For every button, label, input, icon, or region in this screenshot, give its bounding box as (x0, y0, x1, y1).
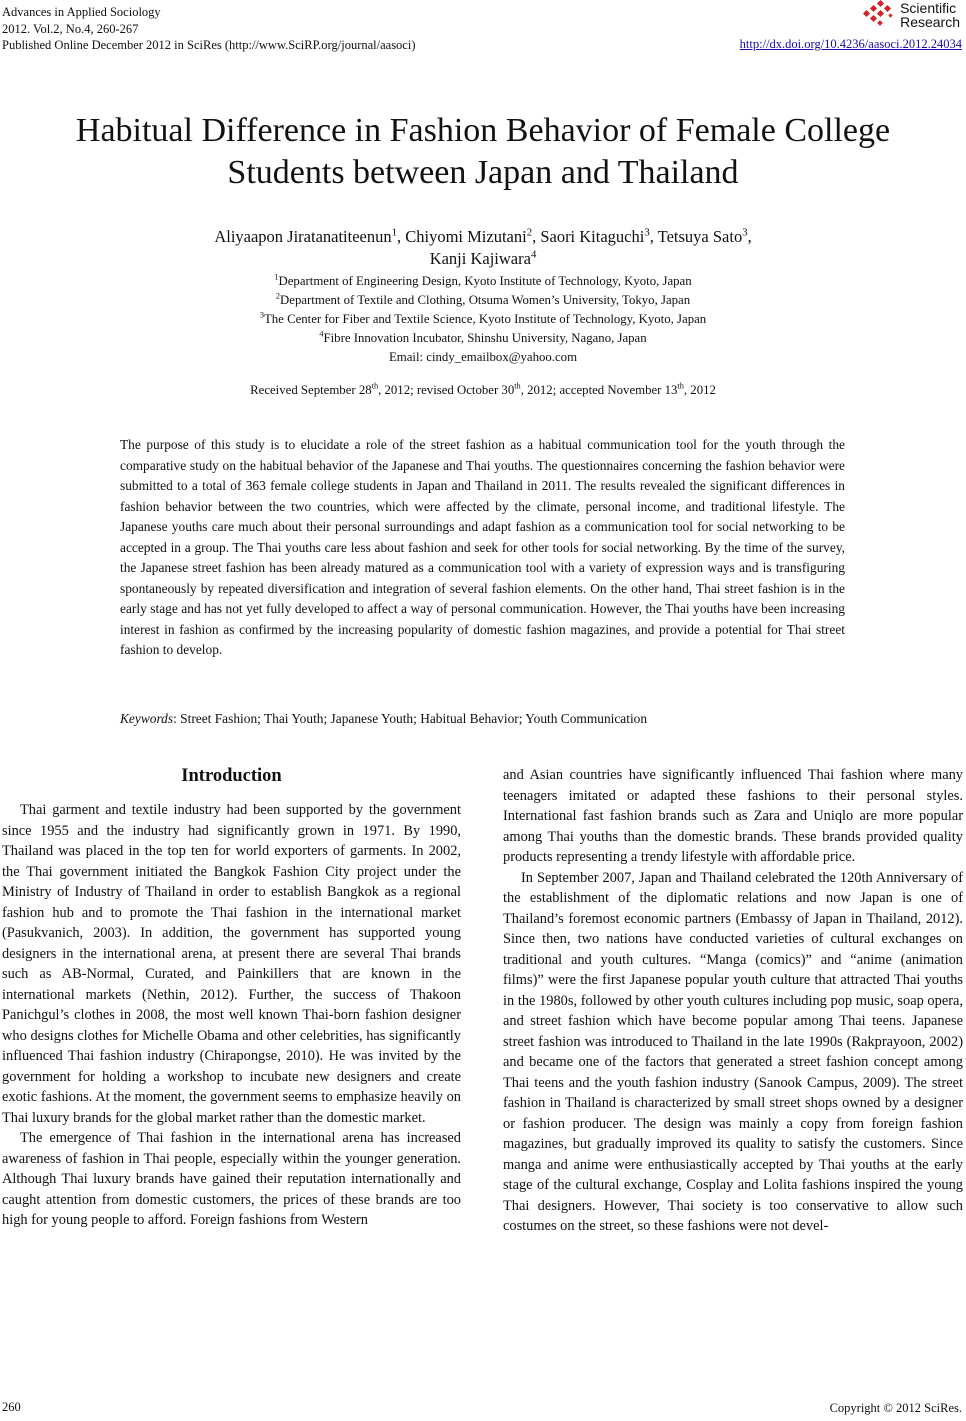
author-affil-sup: 4 (530, 248, 537, 261)
affil-sup: 4 (319, 329, 324, 339)
author-list (60, 226, 906, 270)
keywords (120, 709, 845, 729)
author-affil-sup: 3 (742, 226, 748, 239)
volume-info: 2012. Vol.2, No.4, 260-267 (2, 21, 139, 36)
affil-sup: 3 (259, 310, 264, 320)
author-affil-sup: 3 (644, 226, 650, 239)
received-text: , 2012; accepted November 13 (520, 383, 678, 397)
publication-info: Published Online December 2012 in SciRes (http://www.SciRP.org/journal/aasoci) (2, 38, 416, 52)
left-column (2, 762, 461, 1231)
keywords-label: Keywords (120, 711, 174, 726)
journal-name: Advances in Applied Sociology (2, 5, 161, 19)
running-header (2, 4, 416, 54)
author-name: , Tetsuya Sato (649, 227, 743, 246)
affil-sup: 1 (274, 272, 279, 282)
received-text: , 2012; revised October 30 (378, 383, 515, 397)
author-name: Kanji Kajiwara (429, 249, 531, 268)
logo-text: Scientific Research (900, 0, 960, 30)
page-number: 260 (2, 1400, 21, 1414)
affil-text: Department of Textile and Clothing, Otsuma Women’s University, Tokyo, Japan (280, 293, 691, 307)
ordinal-sup: th (677, 381, 684, 391)
affiliation-item (80, 272, 886, 291)
body-paragraph: and Asian countries have significantly influenced Thai fashion where many teenagers imitated or adapted these fashions to their personal styles. International fast fashion brands such as Zara and Uniqlo are more popular among Thai youths than the domestic brands. These brands provided quality products representing a trendy lifestyle with affordable price. (503, 767, 963, 865)
keywords-text: : Street Fashion; Thai Youth; Japanese Youth; Habitual Behavior; Youth Communication (173, 711, 648, 726)
title-line-2: Students between Japan and Thailand (227, 154, 739, 191)
affiliation-item (80, 329, 886, 348)
abstract: The purpose of this study is to elucidate a role of the street fashion as a habitual communication tool for the youth through the comparative study on the habitual behavior of the Japanese and Thai youths. The questionnaires concerning the fashion behavior were submitted to a total of 363 female college students in Japan and Thailand in 2011. The results revealed the significant differences in fashion behavior between the two countries, which were affected by the climate, personal income, and traditional lifestyle. The Japanese youths care much about their personal surroundings and adapt fashion as a communication tool for social networking to be accepted in a group. The Thai youths care less about fashion and seek for other tools for social networking. By the time of the survey, the Japanese street fashion has been already matured as a communication tool with a variety of expression ways and is transfiguring spontaneously by repeated diversification and integration of several fashion elements. On the other hand, Thai street fashion is in the early stage and has not yet fully developed to affect a way of personal communication. However, the Thai youths have been increasing interest in fashion as confirmed by the increasing popularity of domestic fashion magazines, and provide a potential for Thai street fashion to develop. (120, 437, 845, 657)
affiliation-item (80, 291, 886, 310)
paper-title (20, 110, 946, 194)
title-line-1: Habitual Difference in Fashion Behavior of Female College (75, 112, 891, 149)
affil-text: Fibre Innovation Incubator, Shinshu University, Nagano, Japan (323, 331, 647, 345)
received-text: , 2012 (683, 383, 716, 397)
body-paragraph: The emergence of Thai fashion in the international arena has increased awareness of fashion in Thai people, especially within the younger generation. Although Thai luxury brands have gained their reputation internationally and caught attention from domestic customers, the prices of these brands are too high for young people to afford. Foreign fashions from Western (2, 1130, 461, 1228)
right-column (503, 765, 963, 1237)
affil-text: The Center for Fiber and Textile Science, Kyoto Institute of Technology, Kyoto, Japan (263, 312, 707, 326)
author-separator: , (747, 227, 752, 246)
received-text: Received September 28 (250, 383, 372, 397)
contact-email: Email: cindy_emailbox@yahoo.com (388, 350, 578, 364)
ordinal-sup: th (371, 381, 379, 391)
section-heading-introduction: Introduction (181, 766, 282, 786)
body-paragraph: Thai garment and textile industry had been supported by the government since 1955 and the industry had significantly grown in 1971. By 1990, Thailand was placed in the top ten for world exporters of garments. In 2002, the Thai government initiated the Bangkok Fashion City project under the Ministry of Industry of Thailand in order to establish Bangkok as a regional fashion hub and to promote the Thai fashion in the international market (Pasukvanich, 2003). In addition, the government has supported young designers in the international arena, at present there are several Thai brands such as AB-Normal, Curated, and Painkillers that are known in the international markets (Nethin, 2012). Further, the success of Thakoon Panichgul’s clothes in 2008, the most well known Thai-born fashion designer who designs clothes for Michelle Obama and other celebrities, has significantly influenced Thai fashion industry (Chirapongse, 2010). He was invited by the government for holding a workshop to incubate new designers and create exotic fashions. At the moment, the government seems to emphasize heavily on Thai luxury brands for the global market rather than the domestic market. (2, 802, 461, 1126)
publisher-logo[interactable] (863, 0, 960, 30)
author-name: , Chiyomi Mizutani (396, 227, 527, 246)
doi-link[interactable]: http://dx.doi.org/10.4236/aasoci.2012.24034 (739, 37, 962, 51)
author-affil-sup: 2 (526, 226, 533, 239)
body-paragraph: In September 2007, Japan and Thailand celebrated the 120th Anniversary of the establishment of the diplomatic relations and now Japan is one of Thailand’s foremost economic partners (Embassy of Japan in Thailand, 2012). Since then, two nations have conducted varieties of cultural exchanges on traditional and youth cultures. “Manga (comics)” and “anime (animation films)” were the first Japanese popular youth culture that attracted Thai youths in the 1980s, followed by other youth cultures including pop music, soap opera, and street fashion which have become popular among Thai teens. Japanese street fashion was introduced to Thailand in the late 1990s (Rakprayoon, 2002) and became one of the factors that generated a street fashion concept among Thai teens and the youth fashion industry (Sanook Campus, 2009). The street fashion in Thailand is characterized by small street shops owned by a designer or fashion producer. The design was mainly a copy from foreign fashion magazines, but gradually improved its quality to satisfy the customers. Since manga and anime were enthusiastically accepted by Thai youths at the early stage of the cultural exchange, Cosplay and Lolita fashions inspired the young Thai designers. However, Thai society is too conservative to allow such costumes on the street, so these fashions were not devel- (503, 869, 963, 1234)
affiliations (80, 272, 886, 367)
author-name: , Saori Kitaguchi (532, 227, 645, 246)
copyright-notice: Copyright © 2012 SciRes. (829, 1401, 962, 1415)
author-affil-sup: 1 (391, 226, 397, 239)
affil-text: Department of Engineering Design, Kyoto Institute of Technology, Kyoto, Japan (278, 274, 692, 288)
author-name: Aliyaapon Jiratanatiteenun (214, 227, 392, 246)
scirp-logo-icon (863, 0, 897, 30)
received-dates (80, 381, 886, 399)
affil-sup: 2 (275, 291, 281, 301)
ordinal-sup: th (514, 381, 521, 391)
affiliation-item (80, 310, 886, 329)
